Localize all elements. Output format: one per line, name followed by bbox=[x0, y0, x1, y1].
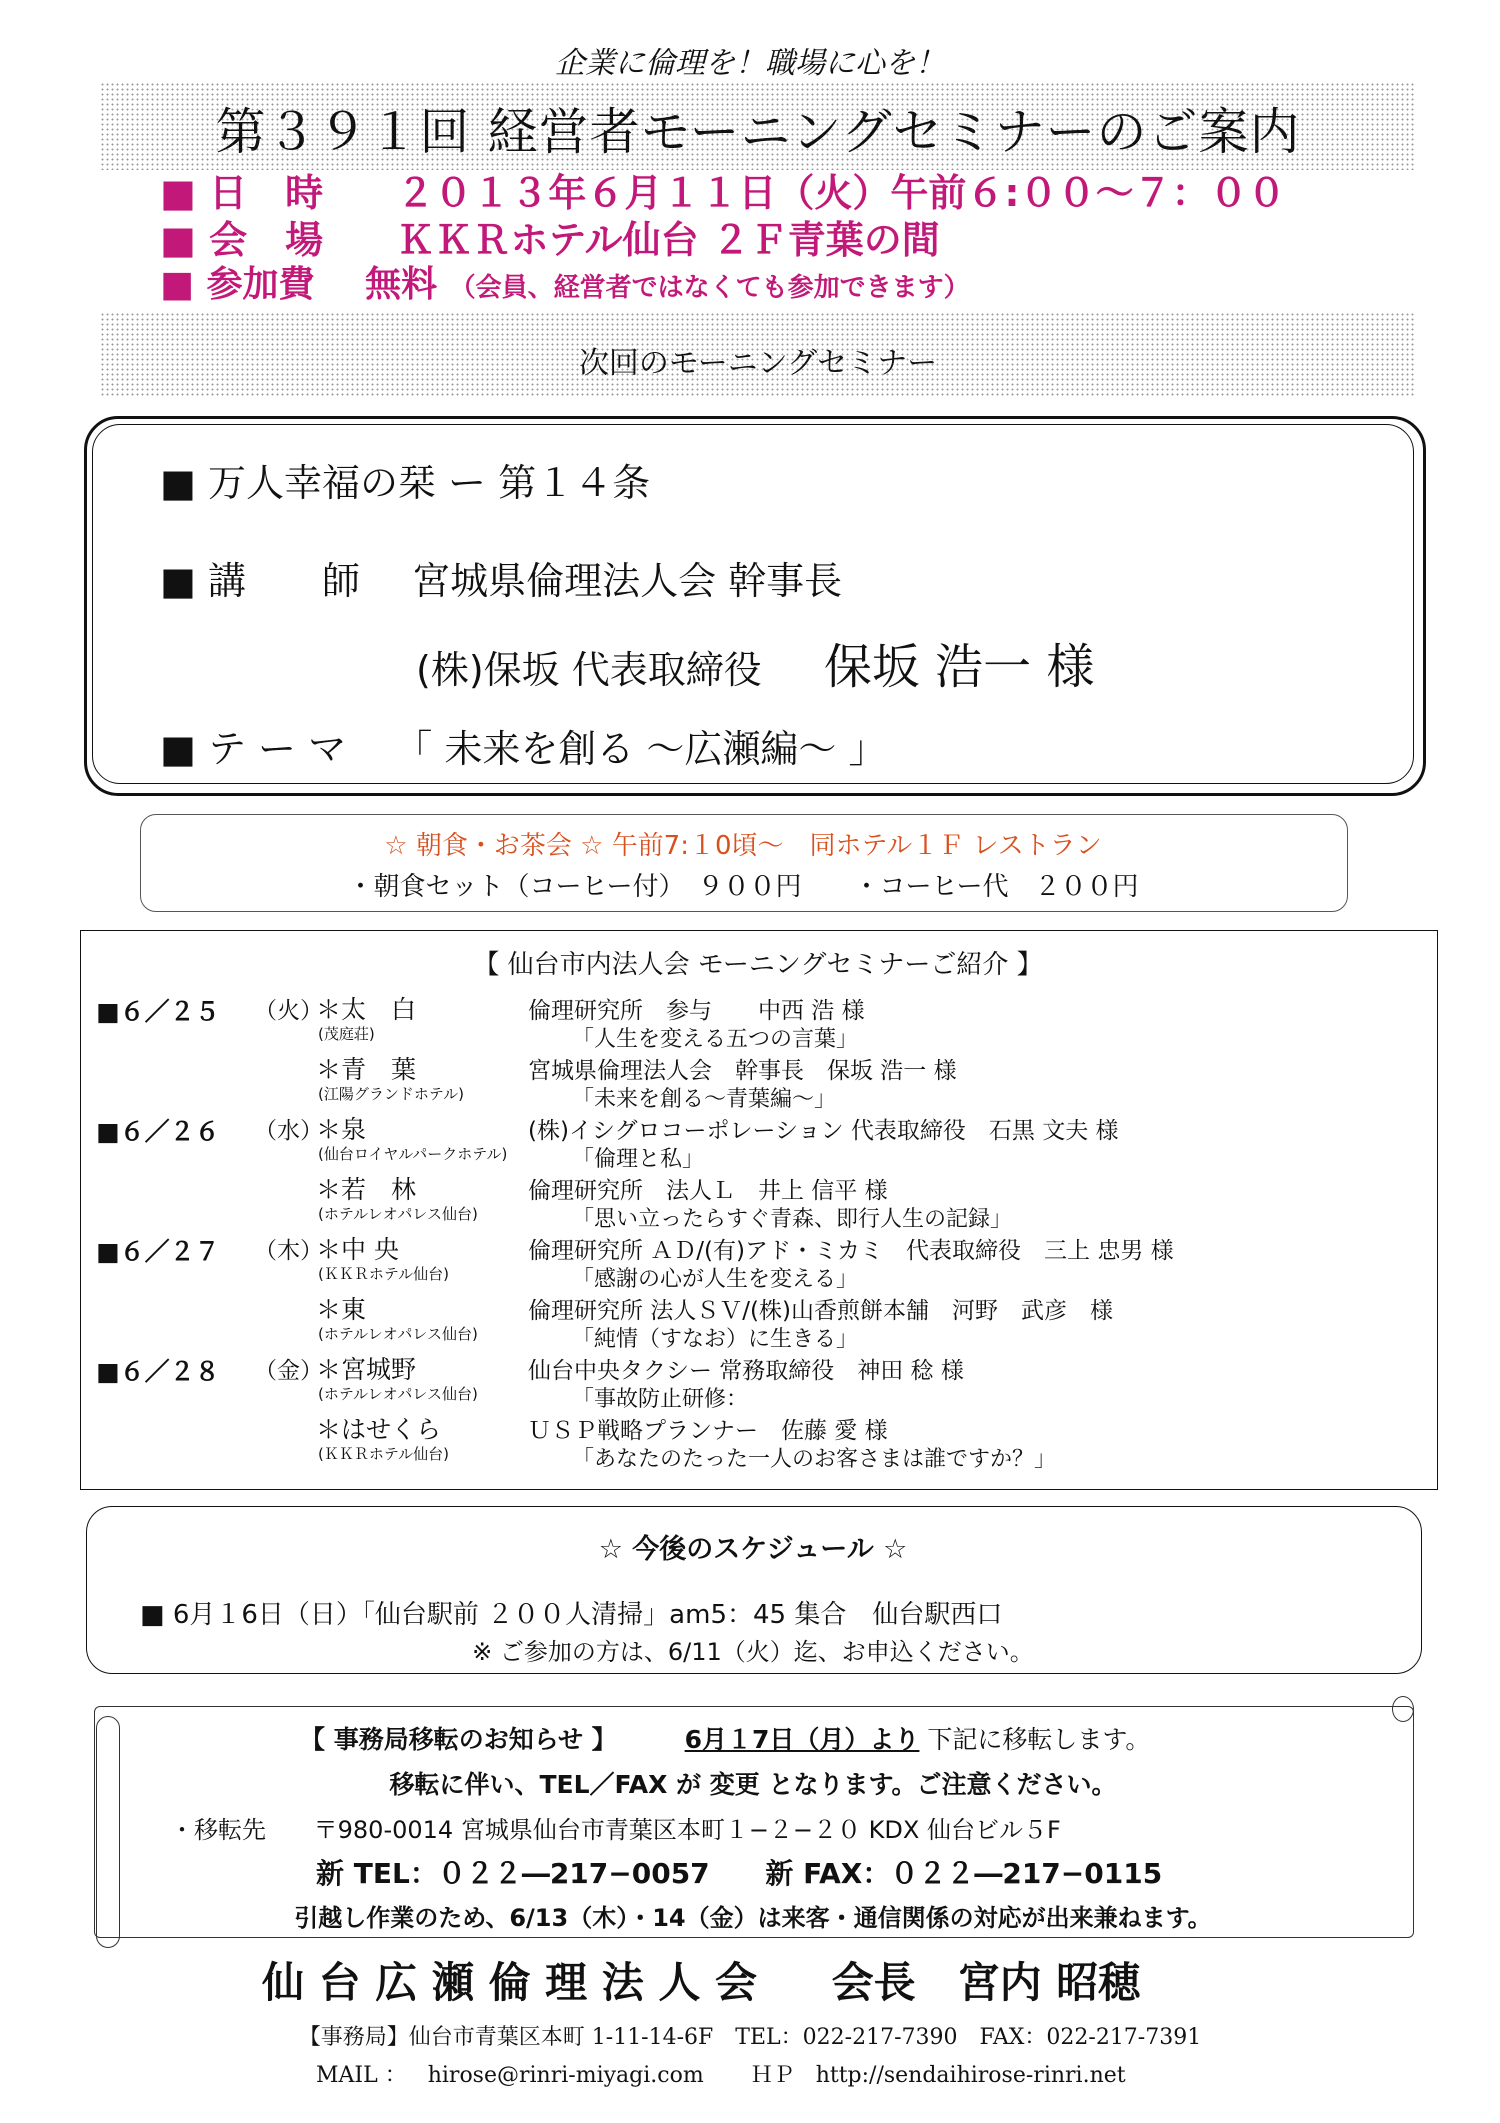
footer-mail-label: MAIL ： bbox=[316, 2063, 407, 2088]
intro-day: （金） bbox=[254, 1358, 323, 1384]
notice-line4: 引越し作業のため、6/13（木）・14（金）は来客・通信関係の対応が出来兼ねます。 bbox=[294, 1904, 1212, 1932]
intro-theme: 「純情（すなお）に生きる」 bbox=[572, 1327, 859, 1352]
lecturer-org: 宮城県倫理法人会 幹事長 bbox=[412, 559, 843, 603]
footer-office: 【事務局】仙台市青葉区本町 1-11-14-6F TEL：022-217-7390 FAX：022-217-7391 bbox=[298, 2025, 1202, 2050]
intro-day: （木） bbox=[254, 1238, 323, 1264]
intro-day: （水） bbox=[254, 1118, 323, 1144]
new-fax: ：０２２―217−0115 bbox=[862, 1857, 1163, 1890]
lecturer-company: (株)保坂 代表取締役 bbox=[416, 648, 762, 692]
footer-contact-row bbox=[316, 2058, 1126, 2089]
theme-value: 「 未来を創る 〜広瀬編〜 」 bbox=[394, 727, 887, 771]
schedule-title: ☆ 今後のスケジュール ☆ bbox=[598, 1534, 908, 1565]
page-title: 第３９１回 経営者モーニングセミナーのご案内 bbox=[215, 103, 1301, 161]
intro-theme: 「思い立ったらすぐ青森、即行人生の記録」 bbox=[572, 1207, 1013, 1232]
notice-contact-row bbox=[316, 1852, 1162, 1892]
intro-venue: (茂庭荘) bbox=[318, 1025, 375, 1043]
detail-venue-label: ■ 会 場 bbox=[160, 218, 324, 262]
intro-theme: 「未来を創る〜青葉編〜」 bbox=[572, 1087, 837, 1112]
book-item: ■ 万人幸福の栞 ー 第１４条 bbox=[160, 461, 651, 505]
intro-day: （火） bbox=[254, 998, 323, 1024]
intro-speaker: ＵＳＰ戦略プランナー 佐藤 愛 様 bbox=[528, 1418, 888, 1444]
new-fax-label: 新 FAX bbox=[765, 1857, 863, 1890]
intro-speaker: 倫理研究所 法人Ｌ 井上 信平 様 bbox=[528, 1178, 888, 1204]
notice-address-row bbox=[170, 1810, 1061, 1845]
schedule-item: ■ 6月１6日（日）「仙台駅前 ２００人清掃」am5：45 集合 仙台駅西口 bbox=[140, 1600, 1003, 1630]
intro-speaker: 倫理研究所 参与 中西 浩 様 bbox=[528, 998, 865, 1024]
detail-fee bbox=[160, 256, 970, 307]
footer-chair: 会長 宮内 昭穂 bbox=[831, 1958, 1141, 2007]
intro-speaker: 倫理研究所 ＡＤ/(有)アド・ミカミ 代表取締役 三上 忠男 様 bbox=[528, 1238, 1174, 1264]
notice-address-label: ・移転先 bbox=[170, 1816, 266, 1844]
intro-venue: (ホテルレオパレス仙台) bbox=[318, 1385, 478, 1403]
notice-date-after: 下記に移転します。 bbox=[927, 1725, 1151, 1754]
footer-mail[interactable]: hirose@rinri-miyagi.com bbox=[427, 2063, 704, 2088]
breakfast-line1: ☆ 朝食・お茶会 ☆ 午前7:１0頃〜 同ホテル１Ｆ レストラン bbox=[384, 831, 1102, 861]
lecturer-company-row bbox=[416, 628, 1094, 697]
intro-date: ■６／２６ bbox=[96, 1117, 220, 1146]
notice-title: 【 事務局移転のお知らせ 】 bbox=[300, 1725, 617, 1754]
next-seminar-label: 次回のモーニングセミナー bbox=[578, 346, 938, 381]
intro-theme: 「感謝の心が人生を変える」 bbox=[572, 1267, 859, 1292]
intro-venue: (江陽グランドホテル) bbox=[318, 1085, 464, 1103]
intro-theme: 「事故防止研修： bbox=[572, 1387, 749, 1412]
detail-fee-label: ■ 参加費 bbox=[160, 264, 315, 305]
intro-title: 【 仙台市内法人会 モーニングセミナーご紹介 】 bbox=[473, 950, 1043, 980]
footer-hp-label: ＨＰ bbox=[750, 2063, 795, 2088]
intro-branch: ＊太 白 bbox=[316, 995, 417, 1024]
intro-branch: ＊はせくら bbox=[316, 1415, 442, 1444]
notice-line2: 移転に伴い、TEL／FAX が 変更 となります。ご注意ください。 bbox=[389, 1770, 1117, 1799]
intro-branch: ＊宮城野 bbox=[316, 1355, 417, 1384]
new-tel: ：０２２―217−0057 bbox=[409, 1857, 710, 1890]
intro-theme: 「人生を変える五つの言葉」 bbox=[572, 1027, 859, 1052]
theme-label: ■ テ ー マ bbox=[160, 727, 347, 771]
intro-speaker: 仙台中央タクシー 常務取締役 神田 稔 様 bbox=[528, 1358, 964, 1384]
theme-row bbox=[160, 718, 887, 773]
intro-branch: ＊中 央 bbox=[316, 1235, 399, 1264]
footer-org: 仙 台 広 瀬 倫 理 法 人 会 bbox=[262, 1958, 757, 2007]
intro-date: ■６／２７ bbox=[96, 1237, 220, 1266]
intro-branch: ＊東 bbox=[316, 1295, 367, 1324]
intro-speaker: 宮城県倫理法人会 幹事長 保坂 浩一 様 bbox=[528, 1058, 957, 1084]
detail-date-label: ■ 日 時 bbox=[160, 171, 324, 215]
notice-address: 〒980-0014 宮城県仙台市青葉区本町１−２−２０ KDX 仙台ビル５F bbox=[313, 1816, 1061, 1844]
scroll-curl-right bbox=[1392, 1696, 1414, 1722]
detail-fee-value: 無料 bbox=[365, 264, 438, 305]
lecturer-row bbox=[160, 550, 842, 605]
intro-theme: 「倫理と私」 bbox=[572, 1147, 705, 1172]
slogan: 企業に倫理を！職場に心を！ bbox=[555, 46, 945, 81]
lecturer-label: ■ 講 師 bbox=[160, 559, 360, 603]
intro-venue: (ホテルレオパレス仙台) bbox=[318, 1205, 478, 1223]
intro-date: ■６／２５ bbox=[96, 997, 220, 1026]
footer-org-row bbox=[262, 1950, 1140, 2010]
lecturer-name: 保坂 浩一 様 bbox=[823, 639, 1095, 695]
intro-speaker: (株)イシグロコーポレーション 代表取締役 石黒 文夫 様 bbox=[528, 1118, 1119, 1144]
detail-venue-value: ＫＫＲホテル仙台 ２Ｆ青葉の間 bbox=[396, 218, 940, 262]
notice-date: 6月１7日（月）より bbox=[684, 1725, 920, 1754]
intro-branch: ＊若 林 bbox=[316, 1175, 417, 1204]
intro-venue: (ホテルレオパレス仙台) bbox=[318, 1325, 478, 1343]
intro-venue: (ＫＫＲホテル仙台) bbox=[318, 1445, 449, 1463]
intro-branch: ＊青 葉 bbox=[316, 1055, 417, 1084]
schedule-note: ※ ご参加の方は、6/11（火）迄、お申込ください。 bbox=[472, 1638, 1034, 1666]
intro-theme: 「あなたのたった一人のお客さまは誰ですか？」 bbox=[572, 1447, 1057, 1472]
notice-line1 bbox=[300, 1720, 1150, 1756]
intro-venue: (ＫＫＲホテル仙台) bbox=[318, 1265, 449, 1283]
intro-date: ■６／２８ bbox=[96, 1357, 220, 1386]
intro-speaker: 倫理研究所 法人ＳＶ/(株)山香煎餅本舗 河野 武彦 様 bbox=[528, 1298, 1114, 1324]
intro-branch: ＊泉 bbox=[316, 1115, 367, 1144]
intro-venue: (仙台ロイヤルパークホテル) bbox=[318, 1145, 508, 1163]
detail-date-value: ２０１３年６月１１日（火）午前６:００〜７：００ bbox=[396, 171, 1286, 215]
breakfast-line2: ・朝食セット（コーヒー付） ９００円 ・コーヒー代 ２００円 bbox=[347, 872, 1139, 902]
new-tel-label: 新 TEL bbox=[316, 1857, 410, 1890]
footer-hp[interactable]: http://sendaihirose-rinri.net bbox=[815, 2063, 1126, 2088]
detail-fee-note: （会員、経営者ではなくても参加できます） bbox=[449, 273, 970, 303]
